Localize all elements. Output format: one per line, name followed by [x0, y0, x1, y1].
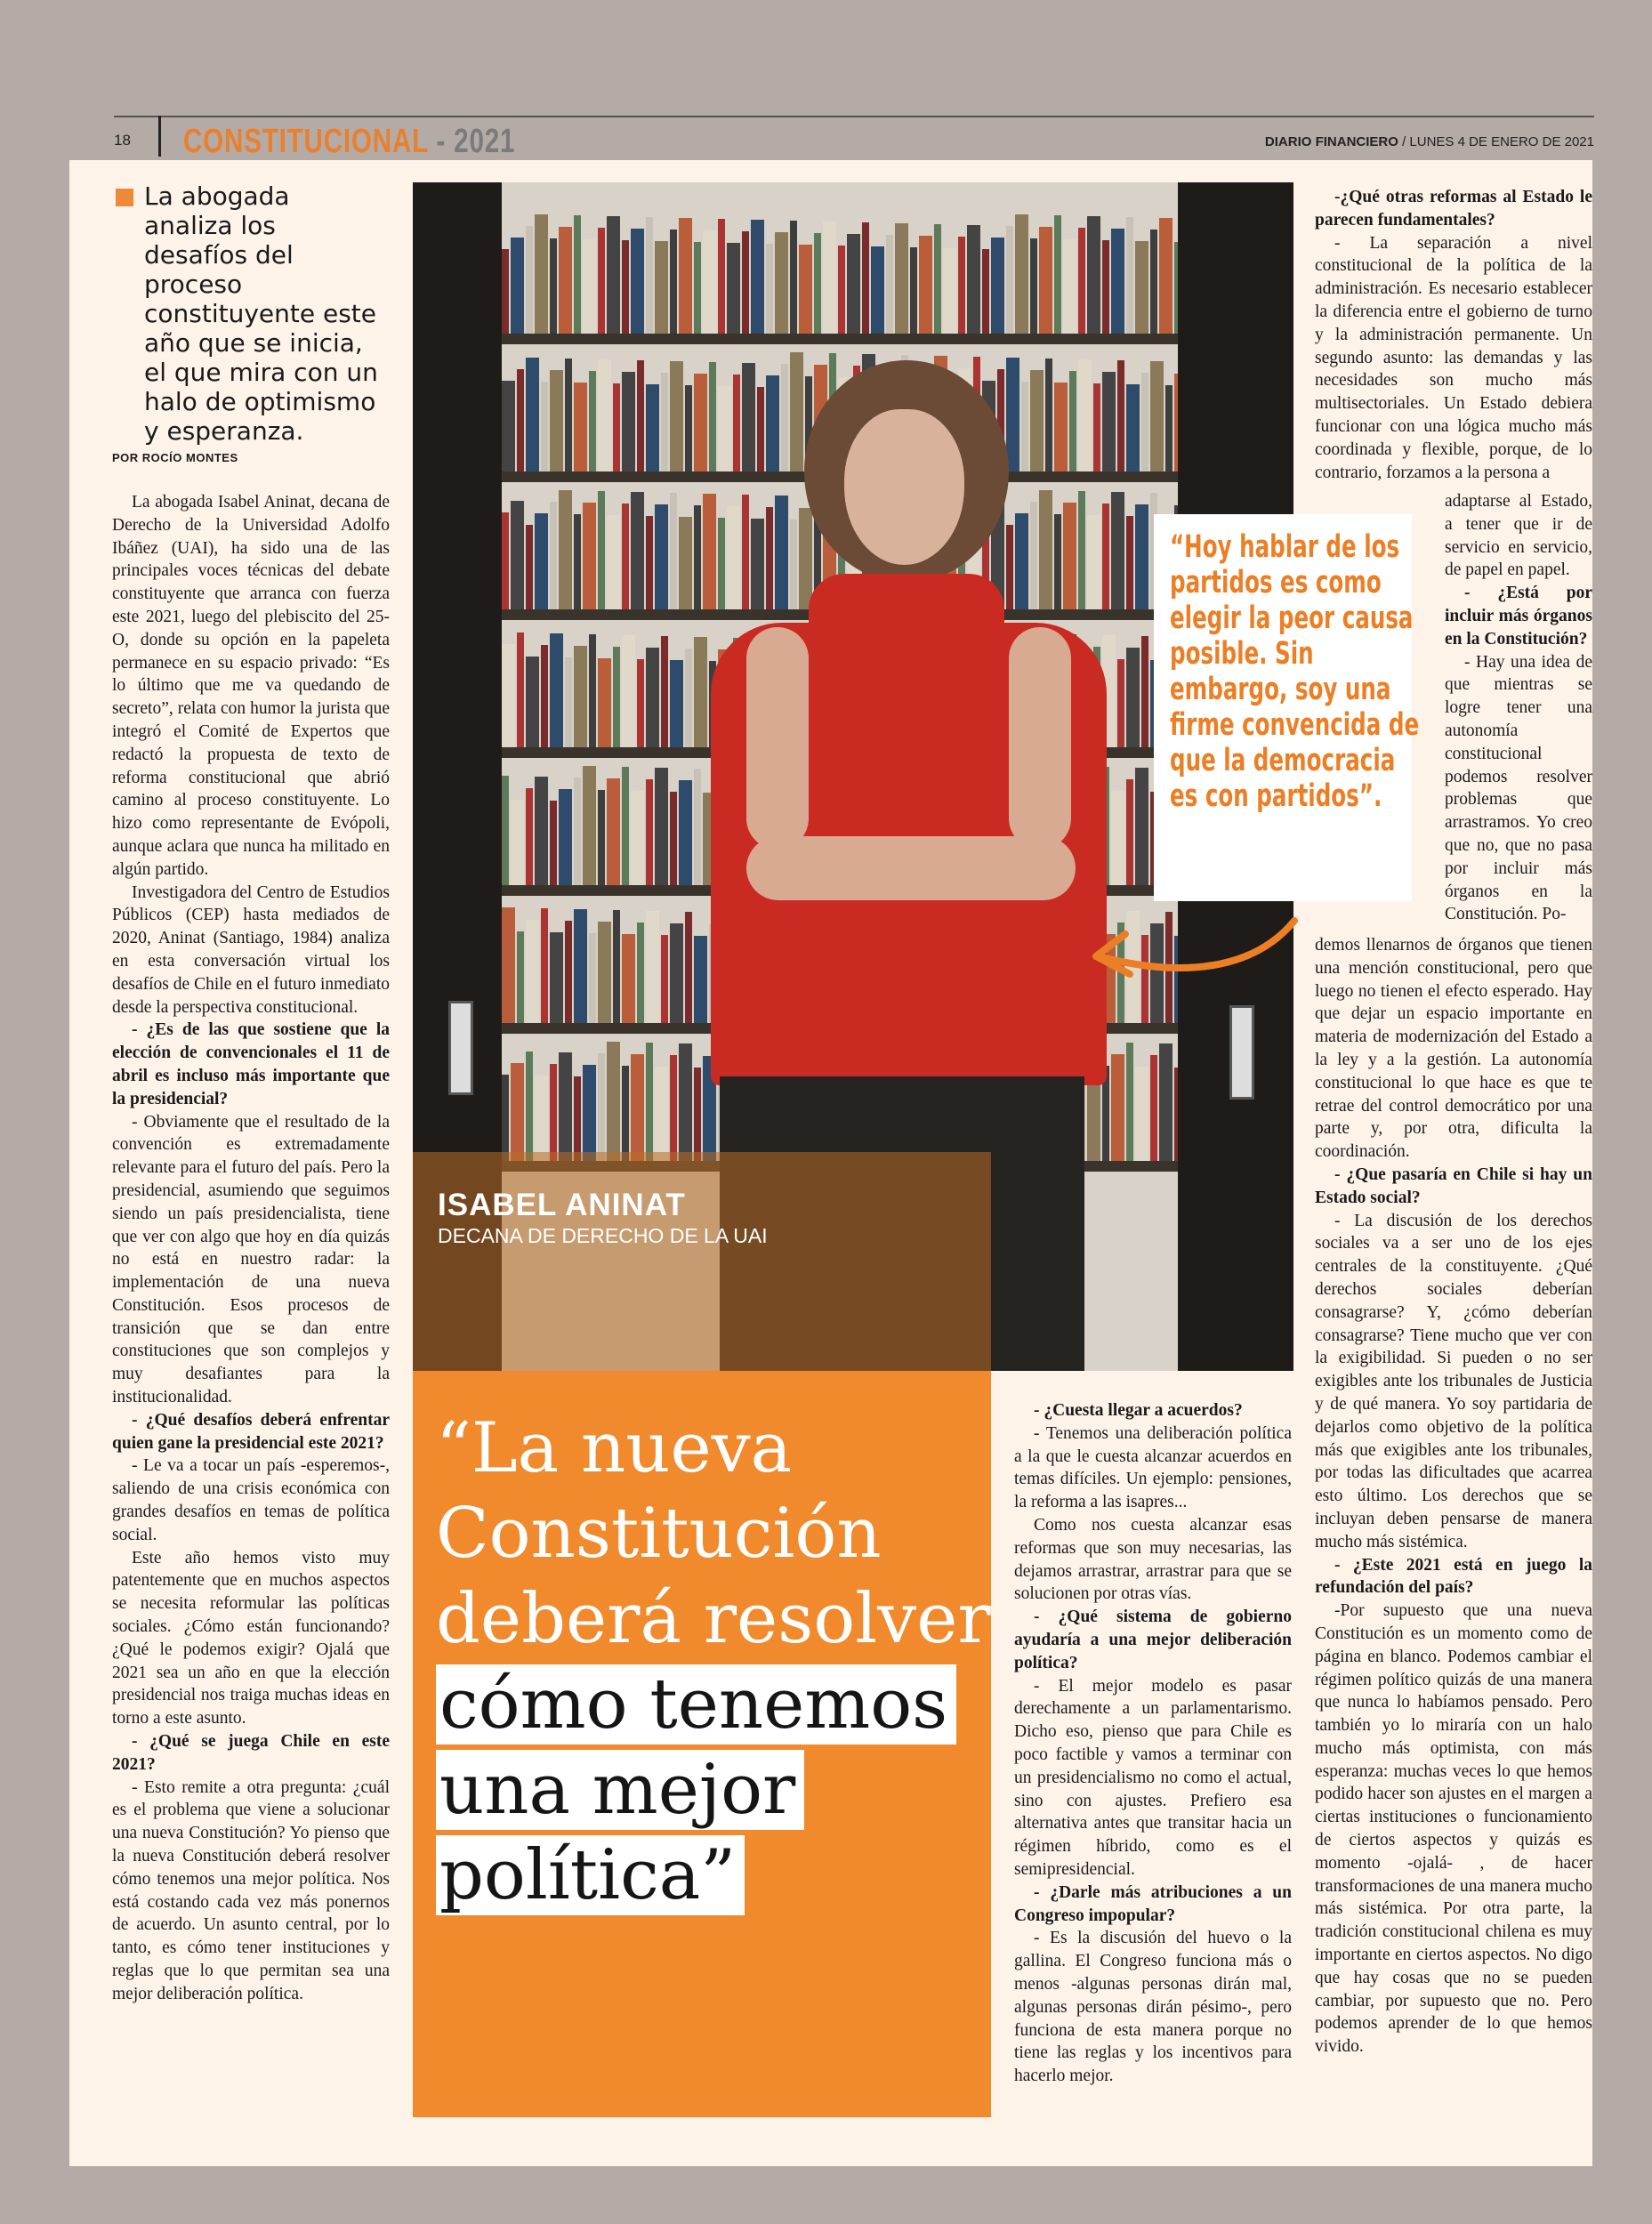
book-spine	[535, 1076, 548, 1161]
big-quote-part-2: cómo tenemos una mejor política”	[436, 1664, 956, 1915]
book-spine	[589, 371, 596, 471]
book-spine	[799, 245, 812, 334]
book-spine	[718, 518, 725, 609]
book-spine	[502, 512, 509, 609]
book-spine	[814, 233, 821, 334]
book-spine	[766, 375, 779, 471]
article-paragraph: La abogada Isabel Aninat, decana de Derecho de la Universidad Adolfo Ibáñez (UAI), ha sido una de las principales voces técnicas del debate constituyente que arranca con fuerza este 2021, luego del plebiscito del 25-O, donde su opción en la papeleta permanece en su espacio privado: “Es lo último que me va quedando de secreto”, relata con humor la jurista que integró el Comité de Expertos que redactó la propuesta de texto de reforma constitucional que abrió camino al proceso constituyente. Lo hizo como representante de Evópoli, aunque aclara que nunca ha militado en algún partido.	[112, 493, 390, 879]
book-spine	[637, 659, 644, 747]
article-column-4-bottom	[1315, 934, 1592, 2059]
book-spine	[598, 359, 611, 471]
book-spine	[694, 769, 701, 885]
book-spine	[1150, 1055, 1157, 1161]
article-paragraph: -Por supuesto que una nueva Constitución es un momento como de página en blanco. Podemos cambiar el régimen político quizás de una manera que nunca lo habíamos pensado. Pero también yo lo miraría con un halo mucho más optimista, con más esperanza: muchas veces lo que hemos podido hacer son ajustes en el margen a ciertas instituciones o funcionamiento de ciertos aspectos y quizás es momento -ojalá- , de hacer transformaciones de una manera mucho más sistémica. Por otra parte, la tradición constitucional chilena es muy importante en ciertos aspectos. No digo que hay cosas que no se pueden cambiar, por supuesto que no. Pero podemos aprender de lo que hemos vivido.	[1315, 1601, 1592, 2057]
book-spine	[613, 910, 620, 1023]
book-spine	[646, 648, 659, 747]
book-spine	[679, 780, 692, 885]
book-spine	[1015, 214, 1028, 334]
book-spine	[622, 635, 635, 747]
book-spine	[550, 370, 563, 471]
book-spine	[502, 249, 509, 334]
header-rule	[114, 116, 1594, 117]
book-spine	[1111, 492, 1124, 609]
book-spine	[535, 777, 548, 885]
interview-question: - ¿Es de las que sostiene que la elección de convencionales el 11 de abril es incluso más importante que la presidencial?	[112, 1020, 390, 1108]
book-spine	[1126, 384, 1140, 471]
book-spine	[598, 491, 605, 609]
book-spine	[511, 501, 524, 609]
article-column-4-middle	[1445, 490, 1592, 926]
interview-question: - ¿Cuesta llegar a acuerdos?	[1034, 1401, 1243, 1420]
book-spine	[685, 385, 692, 471]
book-spine	[694, 637, 707, 747]
book-spine	[766, 244, 773, 334]
book-spine	[613, 383, 620, 471]
lead-bullet	[116, 189, 133, 206]
book-spine	[1063, 239, 1076, 334]
book-spine	[559, 1052, 572, 1161]
pull-quote: “Hoy hablar de los partidos es como elegir la peor causa posible. Sin embargo, soy una firme convencida de que la democracia es con partidos”.	[1170, 529, 1420, 814]
book-spine	[670, 660, 683, 747]
book-spine	[670, 923, 683, 1023]
article-paragraph: - Es la discusión del huevo o la gallina. El Congreso funciona más o menos -algunas personas dirán mal, algunas personas dirán pésimo-, pero funciona de esta manera porque no tiene las reglas y los incentivos para hacerlo mejor.	[1014, 1929, 1292, 2086]
book-spine	[751, 220, 764, 334]
book-spine	[1126, 1043, 1133, 1161]
book-spine	[655, 1067, 668, 1161]
big-quote	[436, 1406, 1005, 1918]
shelf-board	[502, 334, 1205, 344]
book-spine	[1111, 1054, 1124, 1161]
book-spine	[1126, 516, 1133, 609]
book-spine	[598, 790, 605, 885]
book-spine	[502, 776, 509, 885]
book-spine	[565, 921, 572, 1023]
book-spine	[1102, 240, 1109, 334]
book-spine	[517, 369, 524, 471]
book-spine	[559, 789, 572, 885]
book-spine	[622, 767, 629, 885]
book-spine	[1102, 504, 1109, 609]
book-spine	[583, 503, 596, 609]
book-spine	[655, 768, 668, 885]
book-spine	[1087, 216, 1100, 334]
book-spine	[1054, 514, 1061, 609]
book-spine	[613, 647, 620, 747]
book-spine	[535, 214, 548, 334]
book-spine	[502, 381, 515, 471]
book-spine	[511, 238, 524, 334]
book-spine	[1111, 791, 1124, 885]
book-spine	[694, 505, 701, 609]
article-paragraph: - Le va a tocar un país -esperemos-, saliendo de una crisis económica con grandes desafíos en temas de política social.	[112, 1456, 390, 1544]
book-spine	[646, 217, 653, 334]
book-spine	[559, 227, 572, 334]
book-spine	[1054, 215, 1061, 334]
book-spine	[1159, 218, 1173, 334]
byline: POR ROCÍO MONTES	[112, 451, 238, 464]
book-spine	[1030, 370, 1044, 471]
book-spine	[943, 248, 956, 334]
article-paragraph: - El mejor modelo es pasar derechamente a un parlamentarismo. Dicho eso, pienso que para Chile es poco factible y vamos a terminar con un presidencialismo no como el actual, sino con ajustes. Prefiero esa alternativa antes que transitar hacia un régimen híbrido, como es el semipresidencial.	[1014, 1676, 1292, 1879]
section-year: 2021	[454, 123, 516, 160]
book-spine	[574, 215, 581, 334]
book-spine	[1150, 361, 1164, 471]
book-spine	[1117, 659, 1124, 747]
section-sep: -	[428, 123, 455, 160]
book-spine	[982, 249, 989, 334]
book-spine	[1030, 502, 1037, 609]
book-spine	[790, 520, 797, 609]
book-spine	[646, 1043, 653, 1161]
section-title	[183, 123, 515, 161]
book-spine	[526, 920, 539, 1023]
article-column-4-top	[1315, 186, 1592, 484]
book-spine	[583, 766, 596, 885]
book-spine	[526, 358, 539, 471]
article-paragraph: - Esto remite a otra pregunta: ¿cuál es el problema que viene a solucionar una nueva Constitución? Yo pienso que la nueva Constitución deberá resolver cómo tenemos una mejor política. Nos está costando cada vez más ponernos de acuerdo. Un asunto central, por lo tanto, es cómo tener instituciones y reglas que lo que permitan sea una mejor deliberación política.	[112, 1777, 390, 2003]
book-spine	[574, 646, 587, 747]
crossed-arms	[746, 836, 1076, 900]
book-spine	[550, 801, 557, 885]
book-spine	[574, 909, 587, 1023]
door-handle-right	[1229, 1005, 1254, 1100]
book-spine	[886, 235, 893, 334]
interview-question: - ¿Que pasaría en Chile si hay un Estado social?	[1315, 1164, 1592, 1207]
book-spine	[526, 657, 539, 747]
page-number: 18	[114, 132, 131, 149]
article-paragraph: Investigadora del Centro de Estudios Públicos (CEP) hasta mediados de 2020, Aninat (Santiago, 1984) analiza en esta conversación virtual los desafíos de Chile en el futuro inmediato desde la perspectiva constitucional.	[112, 882, 390, 1017]
book-spine	[511, 1063, 524, 1161]
book-spine	[679, 517, 692, 609]
book-spine	[703, 230, 716, 334]
book-spine	[583, 239, 596, 334]
book-spine	[655, 504, 668, 609]
book-spine	[598, 922, 611, 1023]
article-paragraph: - Tenemos una deliberación política a la que le cuesta alcanzar acuerdos en temas difíciles. Un ejemplo: pensiones, la reforma a las isapres...	[1014, 1423, 1292, 1512]
book-spine	[550, 1064, 557, 1161]
book-spine	[541, 382, 548, 471]
book-spine	[589, 933, 596, 1023]
book-spine	[1006, 226, 1013, 334]
book-spine	[685, 649, 692, 747]
book-spine	[550, 502, 557, 609]
lead-text: La abogada analiza los desafíos del proceso constituyente este año que se inicia, el que mira con un halo de optimismo y esperanza.	[144, 181, 378, 446]
book-spine	[1021, 382, 1028, 471]
article-paragraph: Este año hemos visto muy patentemente que en muchos aspectos se necesita reformular las políticas sociales. ¿Cómo están funcionando? ¿Qué le podemos exigir? Ojalá que 2021 sea un año en que la elección presidencial nos traiga muchas ideas en torno a este asunto.	[112, 1548, 390, 1728]
book-spine	[574, 383, 587, 471]
masthead	[1265, 134, 1594, 149]
book-spine	[622, 240, 629, 334]
book-spine	[574, 514, 581, 609]
book-spine	[541, 908, 548, 1023]
interview-question: - ¿Este 2021 está en juego la refundación del país?	[1315, 1555, 1592, 1598]
book-spine	[790, 352, 803, 471]
article-paragraph: - Hay una idea de que mientras se logre tener una autonomía constitucional podemos resolver problemas que arrastramos. Yo creo que no, que no pasa por incluir más órganos en la Constitución. Po-	[1445, 652, 1592, 924]
issue-date: / LUNES 4 DE ENERO DE 2021	[1398, 134, 1594, 149]
book-spine	[703, 494, 716, 609]
book-spine	[799, 508, 812, 609]
book-spine	[589, 634, 596, 747]
book-spine	[526, 525, 533, 609]
book-spine	[661, 935, 668, 1023]
book-spine	[733, 375, 740, 471]
book-spine	[694, 1068, 701, 1161]
face	[844, 409, 964, 565]
book-spine	[550, 633, 563, 747]
book-spine	[607, 778, 620, 885]
book-spine	[685, 912, 692, 1023]
book-spine	[622, 504, 629, 609]
book-spine	[862, 222, 869, 334]
book-spine	[1102, 372, 1116, 471]
book-spine	[910, 247, 917, 334]
book-spine	[502, 1075, 509, 1161]
book-spine	[694, 936, 707, 1023]
book-spine	[661, 636, 668, 747]
book-spine	[694, 242, 701, 334]
book-spine	[742, 231, 749, 334]
book-spine	[598, 1053, 605, 1161]
arrow-icon	[1076, 907, 1308, 987]
article-column-1	[112, 491, 390, 2006]
article-paragraph: demos llenarnos de órganos que tienen una mención constitucional, pero que luego no tienen el efecto esperado. Hay que dejar un espacio importante en materia de modernización del Estado a la ley y a la gestión. La autonomía constitucional lo que hace es que te retrae del control democrático por una parte y, por otra, dificulta la coordinación.	[1315, 936, 1592, 1162]
book-spine	[1126, 648, 1140, 747]
book-spine	[775, 232, 788, 334]
book-spine	[742, 363, 755, 471]
book-spine	[622, 1066, 629, 1161]
book-spine	[670, 230, 677, 334]
article-paragraph: - La discusión de los derechos sociales va a ser uno de los ejes centrales de la constituyente. ¿Qué derechos sociales deberían consagrarse? Y, ¿cómo deberían consagrarse? Tiene mucho que ver con la exigibilidad. Si pueden o no ser exigibles ante los tribunales de Justicia y de qué manera. Yo soy partidaria de dejarlos como objetivo de la política más que exigibles ante los tribunales, por todas las dificultades que acarrea esto último. Los derechos que se incluyan deben pensarse de manera mucho más sistémica.	[1315, 1211, 1592, 1551]
book-spine	[631, 1054, 644, 1161]
book-spine	[1063, 503, 1076, 609]
book-spine	[1039, 490, 1052, 609]
book-spine	[670, 1055, 677, 1161]
book-spine	[934, 224, 941, 334]
book-spine	[1006, 525, 1013, 609]
arm-left	[746, 627, 809, 850]
book-spine	[751, 519, 764, 609]
book-spine	[1030, 238, 1037, 334]
book-spine	[709, 362, 716, 471]
article-paragraph: - Obviamente que el resultado de la convención es extremadamente relevante para el futuro del país. Pero la presidencial, asumiendo que seguimos siendo un país presidencialista, tiene que ver con algo que hoy en día quizás no está en nuestro radar: la implementación de una nueva Constitución. Esos procesos de transición que se dan entre constituciones que son complejos y muy desafiantes para la institucionalidad.	[112, 1112, 390, 1407]
book-spine	[637, 923, 644, 1023]
book-spine	[871, 246, 884, 334]
book-spine	[631, 492, 644, 609]
book-spine	[718, 219, 725, 334]
door-handle-left	[448, 1001, 473, 1095]
arm-right	[1009, 627, 1071, 850]
book-spine	[823, 222, 836, 334]
book-spine	[1045, 359, 1052, 471]
book-spine	[1078, 491, 1085, 609]
book-spine	[718, 386, 731, 471]
book-spine	[502, 907, 515, 1023]
book-spine	[607, 1042, 620, 1161]
book-spine	[526, 1052, 533, 1161]
book-spine	[895, 223, 908, 334]
book-spine	[565, 657, 572, 747]
book-spine	[574, 1076, 581, 1161]
book-spine	[646, 384, 659, 471]
book-spine	[646, 779, 653, 885]
book-spine	[631, 229, 644, 334]
book-spine	[1006, 358, 1019, 471]
article-paragraph: Como nos cuesta alcanzar esas reformas que son muy necesarias, las dejamos arrastrar, arrastrar para que se solucionen por otras vías.	[1014, 1515, 1292, 1604]
book-spine	[919, 236, 932, 334]
book-spine	[559, 490, 572, 609]
book-spine	[1126, 779, 1133, 885]
book-spine	[958, 237, 965, 334]
book-spine	[1078, 359, 1092, 471]
book-spine	[1039, 227, 1052, 334]
interview-question: - ¿Qué sistema de gobierno ayudaría a una mejor deliberación política?	[1014, 1608, 1292, 1672]
book-spine	[1141, 636, 1148, 747]
book-spine	[655, 241, 668, 334]
book-spine	[847, 234, 860, 334]
book-spine	[550, 932, 563, 1023]
book-spine	[967, 225, 980, 334]
photo-caption-role: DECANA DE DERECHO DE LA UAI	[438, 1224, 768, 1247]
book-spine	[598, 658, 611, 747]
book-spine	[574, 778, 581, 885]
book-spine	[535, 513, 548, 609]
book-spine	[679, 1044, 692, 1161]
book-spine	[1135, 768, 1148, 885]
book-spine	[661, 373, 668, 471]
book-spine	[1165, 385, 1173, 471]
book-spine	[1135, 241, 1148, 334]
book-spine	[766, 507, 773, 609]
caption-band	[413, 1152, 991, 1371]
book-spine	[598, 228, 605, 334]
paper-name: DIARIO FINANCIERO	[1264, 134, 1398, 149]
book-spine	[670, 361, 683, 471]
book-spine	[550, 238, 557, 334]
book-spine	[1117, 360, 1124, 471]
book-spine	[1159, 1044, 1173, 1161]
book-spine	[607, 216, 620, 334]
book-spine	[646, 911, 659, 1023]
book-spine	[526, 226, 533, 334]
book-spine	[1141, 373, 1148, 471]
book-spine	[622, 372, 635, 471]
book-spine	[583, 1065, 596, 1161]
book-spine	[670, 792, 677, 885]
book-spine	[1150, 230, 1157, 334]
interview-question: -¿Qué otras reformas al Estado le parecen fundamentales?	[1315, 188, 1592, 230]
book-spine	[1078, 228, 1085, 334]
book-spine	[670, 493, 677, 609]
book-spine	[646, 516, 653, 609]
book-spine	[1015, 513, 1028, 609]
book-spine	[991, 238, 1004, 334]
interview-question: - ¿Está por incluir más órganos en la Constitución?	[1445, 584, 1592, 649]
article-column-3	[1014, 1399, 1292, 2088]
book-spine	[1135, 504, 1148, 609]
book-spine	[511, 800, 524, 885]
book-spine	[1126, 217, 1133, 334]
book-spine	[526, 788, 533, 885]
book-spine	[502, 644, 515, 747]
interview-question: - ¿Qué se juega Chile en este 2021?	[112, 1732, 390, 1774]
header-divider	[158, 116, 161, 157]
big-quote-part-1: “La nueva Constitución deberá resolver	[436, 1408, 991, 1659]
book-spine	[775, 496, 788, 609]
book-spine	[742, 495, 749, 609]
book-spine	[781, 364, 788, 471]
book-spine	[790, 221, 797, 334]
book-spine	[727, 506, 740, 609]
book-spine	[541, 645, 548, 747]
interview-question: - ¿Darle más atribuciones a un Congreso impopular?	[1014, 1882, 1292, 1925]
book-spine	[1054, 383, 1068, 471]
book-spine	[517, 633, 524, 747]
book-spine	[694, 374, 707, 471]
book-spine	[1093, 383, 1100, 471]
book-spine	[1111, 229, 1124, 334]
section-main: CONSTITUCIONAL	[183, 123, 429, 160]
book-spine	[631, 791, 644, 885]
book-spine	[838, 246, 845, 334]
book-spine	[727, 243, 740, 334]
book-spine	[607, 515, 620, 609]
article-paragraph: adaptarse al Estado, a tener que ir de servicio en servicio, de papel en papel.	[1445, 492, 1592, 580]
book-spine	[517, 931, 524, 1023]
book-spine	[757, 387, 764, 471]
photo-caption-name: ISABEL ANINAT	[438, 1188, 686, 1222]
book-spine	[1135, 1067, 1148, 1161]
book-spine	[622, 934, 635, 1023]
book-spine	[679, 218, 692, 334]
interview-question: - ¿Qué desafíos deberá enfrentar quien gane la presidencial este 2021?	[112, 1410, 390, 1453]
book-spine	[1069, 371, 1076, 471]
article-paragraph: - La separación a nivel constitucional de la política de la administración. Es necesario establecer la diferencia entre el gobierno de turno y la administración permanente. Un segundo asunto: las demandas y las necesidades son mucho más multisectoriales. Un Estado debiera funcionar con una lógica mucho más coordinada y flexible, porque, de lo contrario, forzamos a la persona a	[1315, 233, 1592, 482]
book-spine	[1087, 515, 1100, 609]
book-spine	[565, 359, 572, 471]
book-spine	[637, 360, 644, 471]
